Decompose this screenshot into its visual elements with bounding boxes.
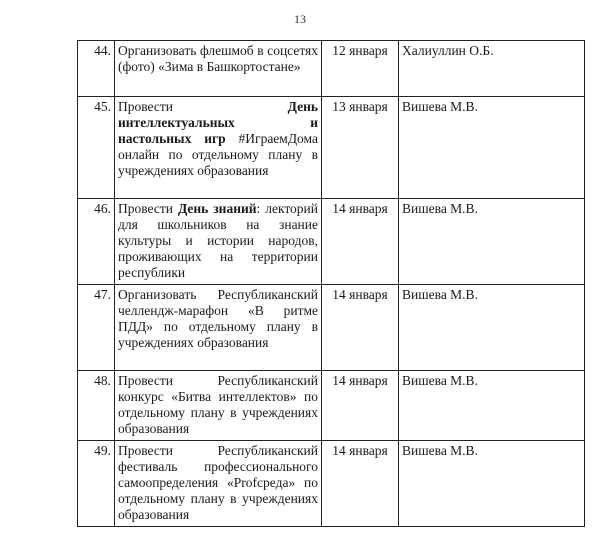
event-text: Провести Республиканский конкурс «Битва интеллектов» по отдельному плану в учреждениях образования bbox=[118, 373, 318, 436]
event-text: Провести bbox=[118, 201, 178, 216]
event-text: Организовать Республиканский челлендж-марафон «В ритме ПДД» по отдельному плану в учреждениях образования bbox=[118, 287, 318, 350]
event-description bbox=[115, 41, 322, 97]
table-row bbox=[78, 41, 585, 97]
row-number: 49. bbox=[78, 441, 115, 527]
responsible-person: Халиуллин О.Б. bbox=[399, 41, 585, 97]
event-date: 13 января bbox=[322, 97, 399, 199]
event-date: 14 января bbox=[322, 371, 399, 441]
responsible-person: Вишева М.В. bbox=[399, 441, 585, 527]
event-date: 14 января bbox=[322, 199, 399, 285]
table-row bbox=[78, 371, 585, 441]
table-row bbox=[78, 97, 585, 199]
event-date: 12 января bbox=[322, 41, 399, 97]
event-description bbox=[115, 285, 322, 371]
event-text-tail: #ИграемДома онлайн по отдельному плану в учреждениях образования bbox=[118, 131, 318, 178]
event-description bbox=[115, 97, 322, 199]
event-date: 14 января bbox=[322, 441, 399, 527]
events-table bbox=[77, 40, 585, 527]
event-text: Провести Республиканский фестиваль профессионального самоопределения «Profсреда» по отдельному плану в учреждениях образования bbox=[118, 443, 318, 522]
event-description bbox=[115, 199, 322, 285]
event-description bbox=[115, 441, 322, 527]
table-row bbox=[78, 285, 585, 371]
row-number: 45. bbox=[78, 97, 115, 199]
responsible-person: Вишева М.В. bbox=[399, 199, 585, 285]
event-text: Организовать флешмоб в соцсетях (фото) «Зима в Башкортостане» bbox=[118, 43, 318, 74]
row-number: 47. bbox=[78, 285, 115, 371]
page-number: 13 bbox=[294, 12, 306, 26]
responsible-person: Вишева М.В. bbox=[399, 97, 585, 199]
row-number: 48. bbox=[78, 371, 115, 441]
row-number: 46. bbox=[78, 199, 115, 285]
event-description bbox=[115, 371, 322, 441]
event-text-tail: : лекторий для школьников на знание культуры и истории народов, проживающих на территории республики bbox=[118, 201, 318, 280]
row-number: 44. bbox=[78, 41, 115, 97]
table-row bbox=[78, 199, 585, 285]
table-row bbox=[78, 441, 585, 527]
responsible-person: Вишева М.В. bbox=[399, 371, 585, 441]
event-date: 14 января bbox=[322, 285, 399, 371]
event-text: Провести bbox=[118, 99, 288, 114]
event-highlight: День интеллектуальных и настольных игр bbox=[118, 99, 318, 146]
responsible-person: Вишева М.В. bbox=[399, 285, 585, 371]
event-highlight: День знаний bbox=[177, 201, 257, 216]
